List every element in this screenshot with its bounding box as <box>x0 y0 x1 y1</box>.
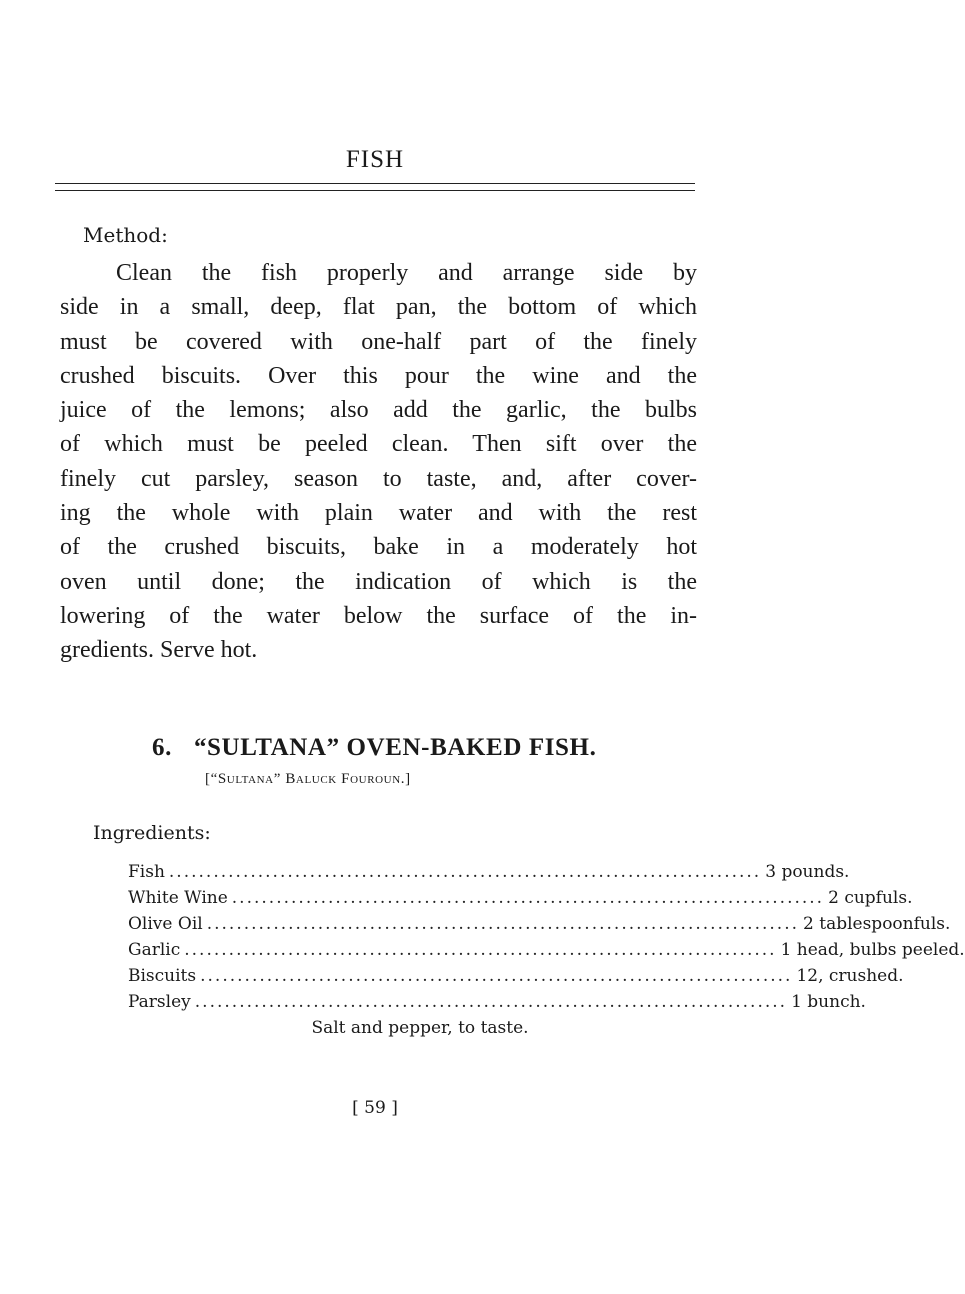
method-paragraph <box>60 256 697 668</box>
method-label: Method: <box>83 223 168 247</box>
method-line: ing the whole with plain water and with the rest <box>60 500 697 527</box>
method-line: finely cut parsley, season to taste, and, after cover- <box>60 465 697 492</box>
ingredient-amount: 3 pounds. <box>765 862 850 882</box>
ingredient-name: Garlic <box>128 940 181 960</box>
method-line: juice of the lemons; also add the garlic, the bulbs <box>60 397 697 424</box>
ingredient-name: Fish <box>128 862 165 882</box>
method-line: lowering of the water below the surface of the in- <box>60 602 697 629</box>
recipe-title: “SULTANA” OVEN-BAKED FISH. <box>193 734 597 761</box>
ingredient-amount: 2 cupfuls. <box>828 888 913 908</box>
header-rule-thick <box>55 183 695 184</box>
recipe-heading <box>152 734 596 762</box>
ingredient-amount: 12, crushed. <box>796 966 904 986</box>
ingredient-row <box>128 859 850 885</box>
method-line: of the crushed biscuits, bake in a moderately hot <box>60 534 697 561</box>
ingredient-name: Olive Oil <box>128 914 203 934</box>
ingredient-row <box>128 885 913 911</box>
method-line: crushed biscuits. Over this pour the wine and the <box>60 362 697 389</box>
ingredient-row <box>128 963 904 989</box>
ingredient-amount: 1 head, bulbs peeled. <box>780 940 965 960</box>
method-line: oven until done; the indication of which is the <box>60 568 697 595</box>
ingredient-name: Parsley <box>128 992 191 1012</box>
ingredient-amount: 2 tablespoonfuls. <box>803 914 951 934</box>
dot-leader: ................................................................................ <box>200 966 793 986</box>
method-line: of which must be peeled clean. Then sift over the <box>60 431 697 458</box>
dot-leader: ................................................................................ <box>168 862 762 882</box>
page-number: [ 59 ] <box>352 1098 398 1118</box>
ingredient-row <box>128 911 951 937</box>
recipe-number: 6. <box>152 734 172 761</box>
running-head: FISH <box>345 146 405 173</box>
method-line: Clean the fish properly and arrange side by <box>116 260 697 286</box>
method-line: must be covered with one-half part of the finely <box>60 328 697 355</box>
ingredient-name: Biscuits <box>128 966 197 986</box>
recipe-subtitle: [“Sultana” Baluck Fouroun.] <box>205 771 411 787</box>
ingredient-name: White Wine <box>128 888 228 908</box>
ingredient-row <box>128 989 866 1015</box>
seasoning-note: Salt and pepper, to taste. <box>311 1018 529 1038</box>
dot-leader: ................................................................................ <box>184 940 777 960</box>
method-line: gredients. Serve hot. <box>60 637 258 664</box>
dot-leader: ................................................................................ <box>194 992 788 1012</box>
header-rule-thin <box>55 190 695 191</box>
ingredients-label: Ingredients: <box>93 822 211 844</box>
ingredient-row <box>128 937 965 963</box>
ingredient-amount: 1 bunch. <box>791 992 866 1012</box>
dot-leader: ................................................................................ <box>231 888 825 908</box>
method-line: side in a small, deep, flat pan, the bottom of which <box>60 294 697 321</box>
ingredients-list <box>128 859 965 1015</box>
dot-leader: ................................................................................ <box>206 914 800 934</box>
